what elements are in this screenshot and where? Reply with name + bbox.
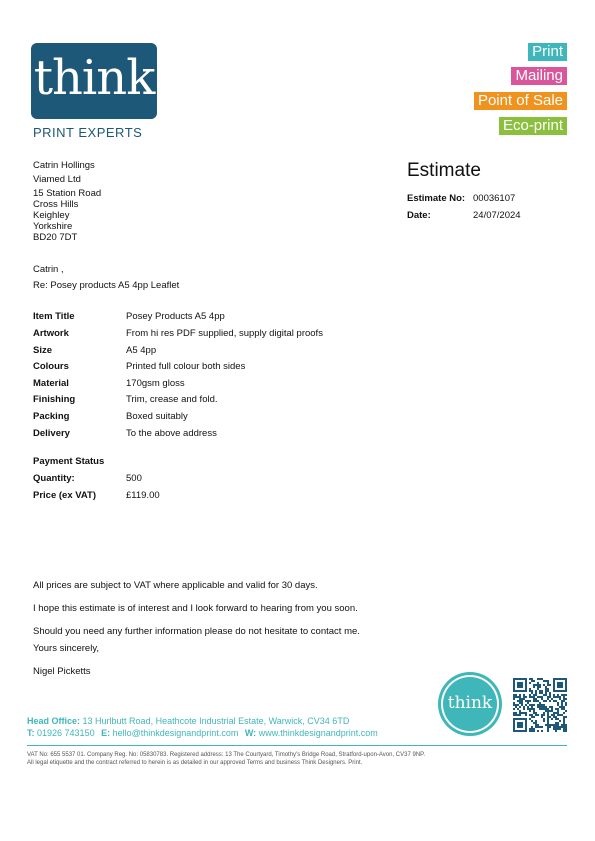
price-value: £119.00	[126, 490, 160, 501]
service-tag-point-of-sale: Point of Sale	[474, 92, 567, 110]
spec-row	[33, 394, 218, 406]
service-tag-mailing: Mailing	[511, 67, 567, 85]
phone-label: T:	[27, 728, 35, 738]
price-row	[33, 490, 160, 502]
spec-value: To the above address	[126, 428, 217, 439]
spec-label: Artwork	[33, 328, 69, 339]
salutation: Catrin ,	[33, 264, 64, 275]
spec-label: Size	[33, 345, 53, 356]
website-link[interactable]: www.thinkdesignandprint.com	[258, 728, 378, 738]
spec-row	[33, 328, 323, 340]
spec-value: From hi res PDF supplied, supply digital proofs	[126, 328, 323, 339]
phone-number: 01926 743150	[37, 728, 95, 738]
legal-line: All legal etiquette and the contract referred to herein is as detailed in our approved Terms and business Think Designers. Print.	[27, 760, 363, 766]
company-logo	[31, 43, 157, 119]
address-line: Yorkshire	[33, 221, 73, 232]
address-line: Viamed Ltd	[33, 174, 81, 185]
spec-label: Finishing	[33, 394, 76, 405]
service-tag-print: Print	[528, 43, 567, 61]
spec-value: Posey Products A5 4pp	[126, 311, 225, 322]
estimate-number: 00036107	[473, 193, 516, 204]
vat-note: All prices are subject to VAT where applicable and valid for 30 days.	[33, 580, 318, 591]
spec-label: Packing	[33, 411, 70, 422]
spec-value: A5 4pp	[126, 345, 157, 356]
estimate-number-label: Estimate No:	[407, 193, 466, 204]
address-line: Cross Hills	[33, 199, 79, 210]
footer-divider	[27, 745, 567, 746]
address-line: BD20 7DT	[33, 232, 78, 243]
quantity-label: Quantity:	[33, 473, 75, 484]
spec-row	[33, 311, 225, 323]
logo-wordmark: think	[33, 50, 155, 106]
closing-paragraph: Should you need any further information please do not hesitate to contact me.	[33, 626, 360, 637]
recipient-name: Catrin Hollings	[33, 160, 95, 171]
spec-row	[33, 378, 185, 390]
spec-value: Printed full colour both sides	[126, 361, 246, 372]
signoff: Yours sincerely,	[33, 643, 100, 654]
contact-line	[27, 728, 378, 739]
spec-row	[33, 428, 217, 440]
accreditation-badge	[441, 675, 499, 733]
spec-label: Colours	[33, 361, 69, 372]
spec-row	[33, 411, 188, 423]
service-tag-eco-print: Eco-print	[499, 117, 567, 135]
quantity-row	[33, 473, 142, 485]
document-title: Estimate	[407, 160, 481, 181]
head-office-line	[27, 716, 349, 727]
closing-paragraph: I hope this estimate is of interest and I look forward to hearing from you soon.	[33, 603, 358, 614]
spec-label: Item Title	[33, 311, 75, 322]
spec-row	[33, 345, 156, 357]
estimate-date-label: Date:	[407, 210, 431, 221]
address-line: 15 Station Road	[33, 188, 102, 199]
spec-label: Delivery	[33, 428, 70, 439]
signatory-name: Nigel Picketts	[33, 666, 91, 677]
estimate-date: 24/07/2024	[473, 210, 521, 221]
reference-line: Re: Posey products A5 4pp Leaflet	[33, 280, 180, 291]
email-label: E:	[101, 728, 111, 738]
spec-label: Material	[33, 378, 69, 389]
recipient-block	[33, 160, 101, 243]
qr-code-icon	[513, 678, 567, 732]
email-link[interactable]: hello@thinkdesignandprint.com	[112, 728, 239, 738]
logo-tagline: PRINT EXPERTS	[33, 125, 143, 140]
payment-heading-label: Payment Status	[33, 456, 105, 467]
payment-heading	[33, 456, 104, 468]
price-label: Price (ex VAT)	[33, 490, 97, 501]
spec-row	[33, 361, 245, 373]
head-office-address: 13 Hurlbutt Road, Heathcote Industrial Estate, Warwick, CV34 6TD	[82, 716, 350, 726]
legal-line: VAT No: 655 5537 01. Company Reg. No: 05830783. Registered address: 13 The Courtyard, Timothy's Bridge Road, Stratford-upon-Avon, CV37 9NP.	[27, 752, 426, 758]
quantity-value: 500	[126, 473, 142, 484]
spec-value: Boxed suitably	[126, 411, 188, 422]
spec-value: Trim, crease and fold.	[126, 394, 218, 405]
head-office-label: Head Office:	[27, 716, 81, 726]
web-label: W:	[244, 728, 257, 738]
spec-value: 170gsm gloss	[126, 378, 185, 389]
address-line: Keighley	[33, 210, 70, 221]
badge-wordmark: think	[447, 693, 493, 713]
